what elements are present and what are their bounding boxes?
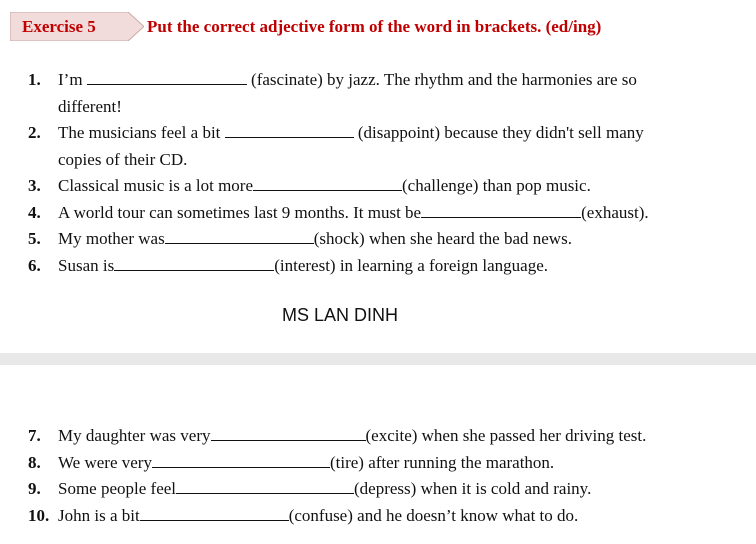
item-sentence <box>58 226 738 253</box>
item-sentence <box>58 253 738 280</box>
item-text-after: (confuse) and he doesn’t know what to do. <box>288 506 579 525</box>
answer-blank[interactable] <box>421 203 581 218</box>
answer-blank[interactable] <box>152 453 330 468</box>
item-text-after: (exhaust). <box>581 203 649 222</box>
item-text-before: Some people feel <box>58 479 177 498</box>
item-text-before: My daughter was very <box>58 426 211 445</box>
item-number: 2. <box>28 123 41 142</box>
item-sentence <box>58 67 738 94</box>
answer-blank[interactable] <box>87 70 247 85</box>
item-text-before: Classical music is a lot more <box>58 176 253 195</box>
item-sentence <box>58 476 738 503</box>
answer-blank[interactable] <box>211 426 366 441</box>
item-text-after: (challenge) than pop music. <box>402 176 591 195</box>
item-text-after: (depress) when it is cold and rainy. <box>354 479 592 498</box>
answer-blank[interactable] <box>114 256 274 271</box>
item-number: 9. <box>28 479 41 498</box>
item-number: 5. <box>28 229 41 248</box>
answer-blank[interactable] <box>165 229 314 244</box>
exercise-label: Exercise 5 <box>22 17 96 36</box>
item-text-after: (fascinate) by jazz. The rhythm and the harmonies are so <box>246 70 637 89</box>
item-number: 3. <box>28 176 41 195</box>
item-sentence <box>58 173 738 200</box>
item-number: 1. <box>28 70 41 89</box>
item-continuation: copies of their CD. <box>58 149 188 169</box>
page-divider <box>0 353 756 365</box>
item-text-before: The musicians feel a bit <box>58 123 225 142</box>
answer-blank[interactable] <box>176 479 354 494</box>
answer-blank[interactable] <box>253 176 402 191</box>
item-sentence <box>58 200 738 227</box>
item-number: 10. <box>28 506 50 525</box>
instruction-text: Put the correct adjective form of the word in brackets. (ed/ing) <box>147 17 602 36</box>
item-text-after: (disappoint) because they didn't sell many <box>353 123 644 142</box>
item-sentence <box>58 450 738 477</box>
item-number: 8. <box>28 453 41 472</box>
item-text-before: My mother was <box>58 229 165 248</box>
item-text-before: We were very <box>58 453 152 472</box>
item-text-before: A world tour can sometimes last 9 months. It must be <box>58 203 422 222</box>
item-text-after: (tire) after running the marathon. <box>329 453 555 472</box>
item-sentence <box>58 423 738 450</box>
author-credit: MS LAN DINH <box>282 305 399 325</box>
item-text-before: John is a bit <box>58 506 140 525</box>
item-number: 4. <box>28 203 41 222</box>
item-number: 7. <box>28 426 41 445</box>
item-text-before: Susan is <box>58 256 115 275</box>
answer-blank[interactable] <box>140 506 289 521</box>
answer-blank[interactable] <box>225 123 354 138</box>
item-text-after: (excite) when she passed her driving test. <box>365 426 647 445</box>
item-text-before: I’m <box>58 70 87 89</box>
item-sentence <box>58 503 738 530</box>
exercise-tag <box>10 12 144 41</box>
item-sentence <box>58 120 738 147</box>
item-text-after: (shock) when she heard the bad news. <box>313 229 572 248</box>
item-text-after: (interest) in learning a foreign language. <box>274 256 548 275</box>
item-number: 6. <box>28 256 41 275</box>
item-continuation: different! <box>58 96 122 116</box>
